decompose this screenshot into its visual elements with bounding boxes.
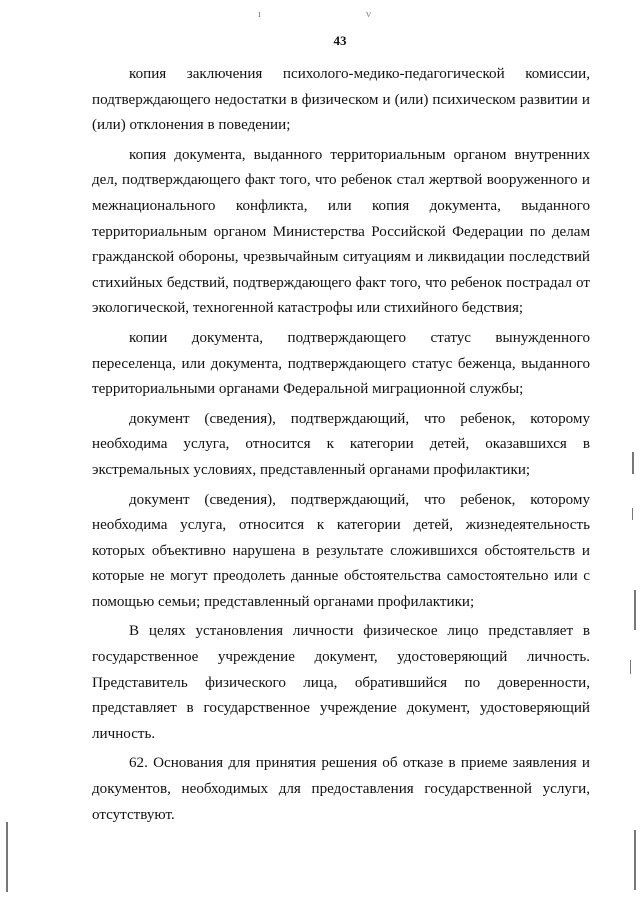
scan-mark: ı (258, 8, 262, 20)
page-number: 43 (333, 33, 347, 48)
paragraph: документ (сведения), подтверждающий, что ребенок, которому необходима услуга, относится к категории детей, жизнедеятельность которых объективно нарушена в результате сложившихся обстоятельств и которые не могут преодолеть данные обстоятельства самостоятельно или с помощью семьи; представленный органами профилактики; (92, 491, 590, 610)
paragraph: 62. Основания для принятия решения об отказе в приеме заявления и документов, необходимых для предоставления государственной услуги, отсутствуют. (92, 755, 590, 823)
paragraph: В целях установления личности физическое лицо представляет в государственное учреждение документ, удостоверяющий личность. Представитель физического лица, обратившийся по доверенности, представляет в государственное учреждение документ, удостоверяющий личность. (92, 623, 590, 742)
scan-artifact (634, 590, 636, 630)
scan-artifact (632, 452, 634, 474)
paragraph: копия заключения психолого-медико-педагогической комиссии, подтверждающего недостатки в физическом и (или) психическом развитии и (или) отклонения в поведении; (92, 66, 590, 134)
paragraph: копии документа, подтверждающего статус вынужденного переселенца, или документа, подтверждающего статус беженца, выданного территориальными органами Федеральной миграционной службы; (92, 329, 590, 398)
paragraph: документ (сведения), подтверждающий, что ребенок, которому необходима услуга, относится к категории детей, оказавшихся в экстремальных условиях, представленный органами профилактики; (92, 410, 590, 478)
scan-artifact (6, 822, 8, 892)
scan-artifact (632, 508, 633, 520)
paragraph: копия документа, выданного территориальным органом внутренних дел, подтверждающего факт того, что ребенок стал жертвой вооруженного и межнационального конфликта, или копия документа, выданного территориальным органом Министерства Российской Федерации по делам гражданской обороны, чрезвычайным ситуациям и ликвидации последствий стихийных бедствий, подтверждающего факт того, что ребенок пострадал от экологической, техногенной катастрофы или стихийного бедствия; (92, 146, 590, 317)
scan-artifact (630, 660, 631, 674)
scan-artifact (634, 830, 636, 890)
document-body (92, 62, 590, 828)
scan-mark: ν (366, 8, 371, 20)
